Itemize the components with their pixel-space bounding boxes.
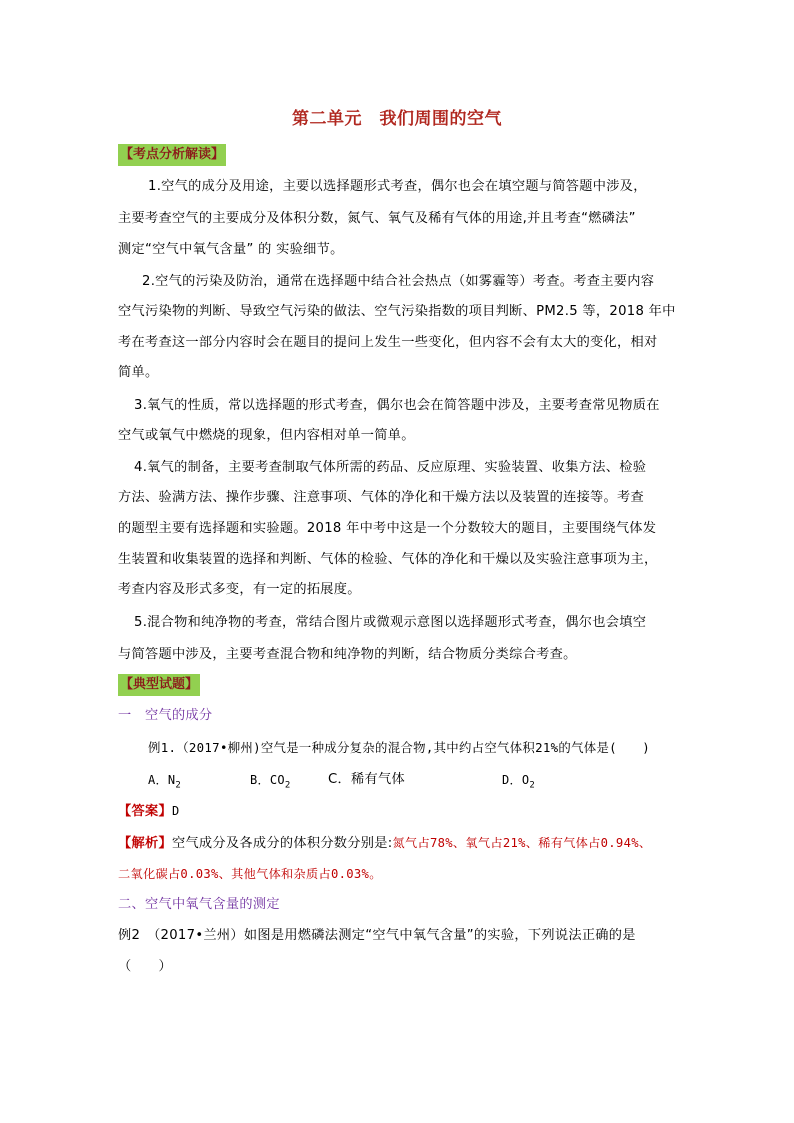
answer-value: D	[171, 804, 180, 818]
option-c: C．稀有气体	[328, 772, 405, 787]
analysis-p5-line2: 与简答题中涉及，主要考查混合物和纯净物的判断，结合物质分类综合考查。	[118, 647, 577, 662]
analysis-p3-line2: 空气或氧气中燃烧的现象，但内容相对单一简单。	[118, 428, 415, 443]
section-heading-air-composition: 一 空气的成分	[118, 708, 213, 723]
example1-explanation-line2: 二氧化碳占0.03%、其他气体和杂质占0.03%。	[118, 867, 382, 881]
option-d: D．$O_2$	[502, 773, 536, 791]
analysis-p2-line1: 2.空气的污染及防治，通常在选择题中结合社会热点（如雾霾等）考查。考查主要内容	[142, 274, 655, 289]
analysis-p1-line3: 测定“空气中氧气含量” 的 实验细节。	[118, 242, 344, 257]
example1-options	[148, 770, 588, 790]
example1-question: 例1.（2017•柳州)空气是一种成分复杂的混合物,其中约占空气体积21%的气体是( )	[148, 740, 651, 755]
analysis-section-tag: 【考点分析解读】	[118, 144, 226, 166]
analysis-p2-line4: 简单。	[118, 365, 159, 380]
analysis-p4-line4: 生装置和收集装置的选择和判断、气体的检验、气体的净化和干燥以及实验注意事项为主，	[118, 552, 658, 567]
answer-label: 【答案】	[118, 804, 172, 819]
typical-section-tag: 【典型试题】	[118, 674, 200, 696]
analysis-p5-line1: 5.混合物和纯净物的考查，常结合图片或微观示意图以选择题形式考查，偶尔也会填空	[134, 615, 647, 630]
example1-answer	[118, 801, 179, 822]
analysis-p2-line3: 考在考查这一部分内容时会在题目的提问上发生一些变化，但内容不会有太大的变化，相对	[118, 335, 658, 350]
example2-question-line1: 例2 （2017•兰州）如图是用燃磷法测定“空气中氧气含量”的实验，下列说法正确的是	[118, 928, 636, 943]
explanation-label: 【解析】	[118, 836, 172, 851]
analysis-p4-line3: 的题型主要有选择题和实验题。2018 年中考中这是一个分数较大的题目，主要围绕气体发	[118, 521, 657, 536]
example1-explanation-line1	[118, 833, 651, 854]
page-title: 第二单元 我们周围的空气	[292, 109, 502, 129]
example2-question-line2: （ ）	[118, 959, 172, 974]
analysis-p3-line1: 3.氧气的性质，常以选择题的形式考查，偶尔也会在简答题中涉及，主要考查常见物质在	[134, 398, 660, 413]
explanation-lead: 空气成分及各成分的体积分数分别是:	[171, 836, 393, 851]
explanation-values: 氮气占78%、氧气占21%、稀有气体占0.94%、	[392, 836, 652, 850]
analysis-p4-line1: 4.氧气的制备，主要考查制取气体所需的药品、反应原理、实验装置、收集方法、检验	[134, 460, 647, 475]
option-a: A．$N_2$	[148, 773, 182, 791]
analysis-p1-line1: 1.空气的成分及用途，主要以选择题形式考查，偶尔也会在填空题与简答题中涉及，	[148, 179, 647, 194]
analysis-p1-line2: 主要考查空气的主要成分及体积分数，氮气、氧气及稀有气体的用途,并且考查“燃磷法”	[118, 211, 636, 226]
section-heading-oxygen-measurement: 二、空气中氧气含量的测定	[118, 897, 280, 912]
analysis-p4-line5: 考查内容及形式多变，有一定的拓展度。	[118, 582, 361, 597]
option-b: B．$CO_2$	[250, 773, 291, 791]
analysis-p4-line2: 方法、验满方法、操作步骤、注意事项、气体的净化和干燥方法以及装置的连接等。考查	[118, 490, 645, 505]
analysis-p2-line2: 空气污染物的判断、导致空气污染的做法、空气污染指数的项目判断、PM2.5 等，2018 年中	[118, 304, 676, 319]
